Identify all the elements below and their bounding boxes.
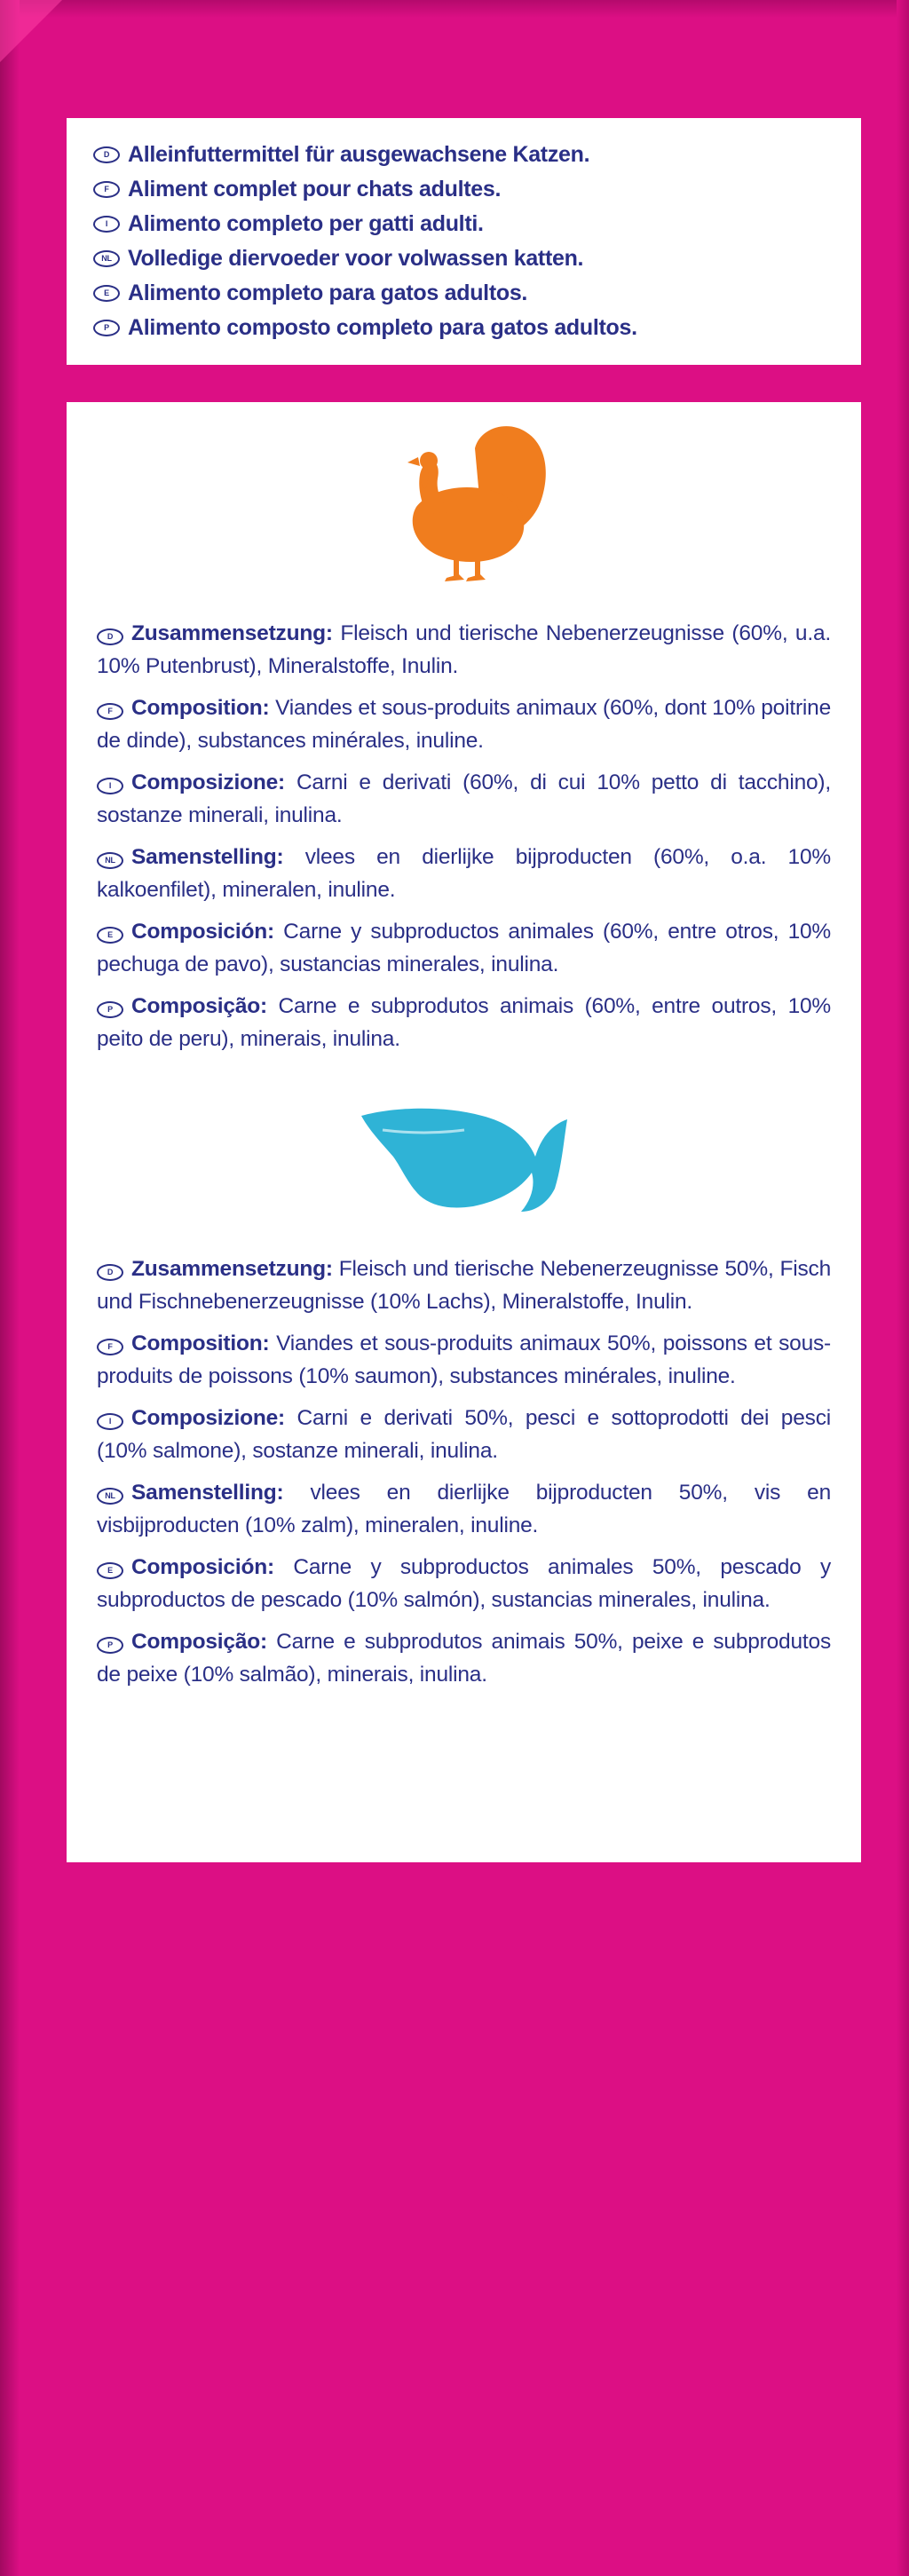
type-line-pt (93, 311, 834, 345)
composition-it (97, 766, 831, 832)
lang-badge-icon: I (93, 216, 120, 233)
type-line-nl (93, 241, 834, 276)
composition-text: Fleisch und tierische Nebenerzeugnisse (60%, u.a. 10% Putenbrust), Mineralstoffe, Inulin. (97, 621, 831, 678)
composition-panel (67, 402, 861, 1862)
lang-badge-icon: NL (97, 1488, 123, 1505)
type-text: Alimento composto completo para gatos adultos. (128, 315, 637, 340)
composition-de (97, 617, 831, 683)
composition-label: Composição: (131, 994, 267, 1018)
composition-label: Composição: (131, 1630, 267, 1654)
composition-it (97, 1402, 831, 1467)
lang-badge-icon: E (97, 927, 123, 944)
product-type-panel (67, 118, 861, 365)
composition-fr (97, 1327, 831, 1393)
composition-text: Carni e derivati 50%, pesci e sottoprodotti dei pesci (10% salmone), sostanze minerali, inulina. (97, 1406, 831, 1463)
composition-de (97, 1252, 831, 1318)
composition-pt (97, 1625, 831, 1691)
lang-badge-icon: P (97, 1001, 123, 1018)
lang-badge-icon: E (93, 285, 120, 302)
composition-text: Carne y subproductos animales 50%, pescado y subproductos de pescado (10% salmón), sustancias minerales, inulina. (97, 1555, 831, 1612)
composition-text: Carne e subprodutos animais (60%, entre outros, 10% peito de peru), minerais, inulina. (97, 994, 832, 1051)
composition-label: Composizione: (131, 1406, 285, 1430)
composition-text: Carne e subprodutos animais 50%, peixe e subprodutos de peixe (10% salmão), minerais, inulina. (97, 1630, 831, 1687)
lang-badge-icon: F (97, 703, 123, 720)
lang-badge-icon: D (93, 146, 120, 163)
composition-label: Samenstelling: (131, 1481, 284, 1505)
composition-nl (97, 1476, 831, 1542)
lang-badge-icon: F (93, 181, 120, 198)
package-corner-fold (0, 0, 62, 62)
lang-badge-icon: NL (97, 852, 123, 869)
type-text: Alimento completo para gatos adultos. (128, 281, 528, 305)
package-right-edge (897, 0, 909, 2576)
lang-badge-icon: F (97, 1339, 123, 1355)
composition-label: Samenstelling: (131, 845, 284, 869)
composition-es (97, 1551, 831, 1616)
composition-text: vlees en dierlijke bijproducten 50%, vis en visbijproducten (10% zalm), mineralen, inuline. (97, 1481, 832, 1537)
composition-text: Carne y subproductos animales (60%, entre otros, 10% pechuga de pavo), sustancias minerales, inulina. (97, 920, 832, 976)
lang-badge-icon: D (97, 628, 123, 645)
composition-label: Zusammensetzung: (131, 621, 333, 645)
lang-badge-icon: I (97, 1413, 123, 1430)
lang-badge-icon: I (97, 778, 123, 794)
composition-label: Zusammensetzung: (131, 1257, 333, 1281)
composition-label: Composición: (131, 1555, 274, 1579)
turkey-icon (375, 422, 553, 585)
fish-icon (358, 1103, 571, 1219)
lang-badge-icon: P (93, 320, 120, 336)
composition-fr (97, 691, 831, 757)
type-line-it (93, 207, 834, 241)
composition-label: Composition: (131, 1331, 270, 1355)
lang-badge-icon: E (97, 1562, 123, 1579)
lang-badge-icon: D (97, 1264, 123, 1281)
type-line-fr (93, 172, 834, 207)
composition-pt (97, 990, 831, 1055)
type-text: Alleinfuttermittel für ausgewachsene Katzen. (128, 142, 590, 167)
type-text: Aliment complet pour chats adultes. (128, 177, 502, 201)
lang-badge-icon: NL (93, 250, 120, 267)
composition-text: Viandes et sous-produits animaux 50%, poissons et sous-produits de poissons (10% saumon), substances minérales, inuline. (97, 1331, 832, 1388)
package-left-edge (0, 0, 20, 2576)
composition-label: Composizione: (131, 770, 285, 794)
composition-text: Fleisch und tierische Nebenerzeugnisse 50%, Fisch und Fischnebenerzeugnisse (10% Lachs), Mineralstoffe, Inulin. (97, 1257, 832, 1314)
package-top-edge (0, 0, 909, 18)
type-line-de (93, 138, 834, 172)
composition-text: Viandes et sous-produits animaux (60%, dont 10% poitrine de dinde), substances minérales, inuline. (97, 696, 832, 753)
composition-label: Composition: (131, 696, 270, 720)
type-text: Volledige diervoeder voor volwassen katten. (128, 246, 584, 271)
composition-text: Carni e derivati (60%, di cui 10% petto di tacchino), sostanze minerali, inulina. (97, 770, 831, 827)
type-line-es (93, 276, 834, 311)
type-text: Alimento completo per gatti adulti. (128, 211, 484, 236)
composition-es (97, 915, 831, 981)
composition-text: vlees en dierlijke bijproducten (60%, o.a. 10% kalkoenfilet), mineralen, inuline. (97, 845, 831, 902)
composition-nl (97, 841, 831, 906)
lang-badge-icon: P (97, 1637, 123, 1654)
composition-label: Composición: (131, 920, 274, 944)
